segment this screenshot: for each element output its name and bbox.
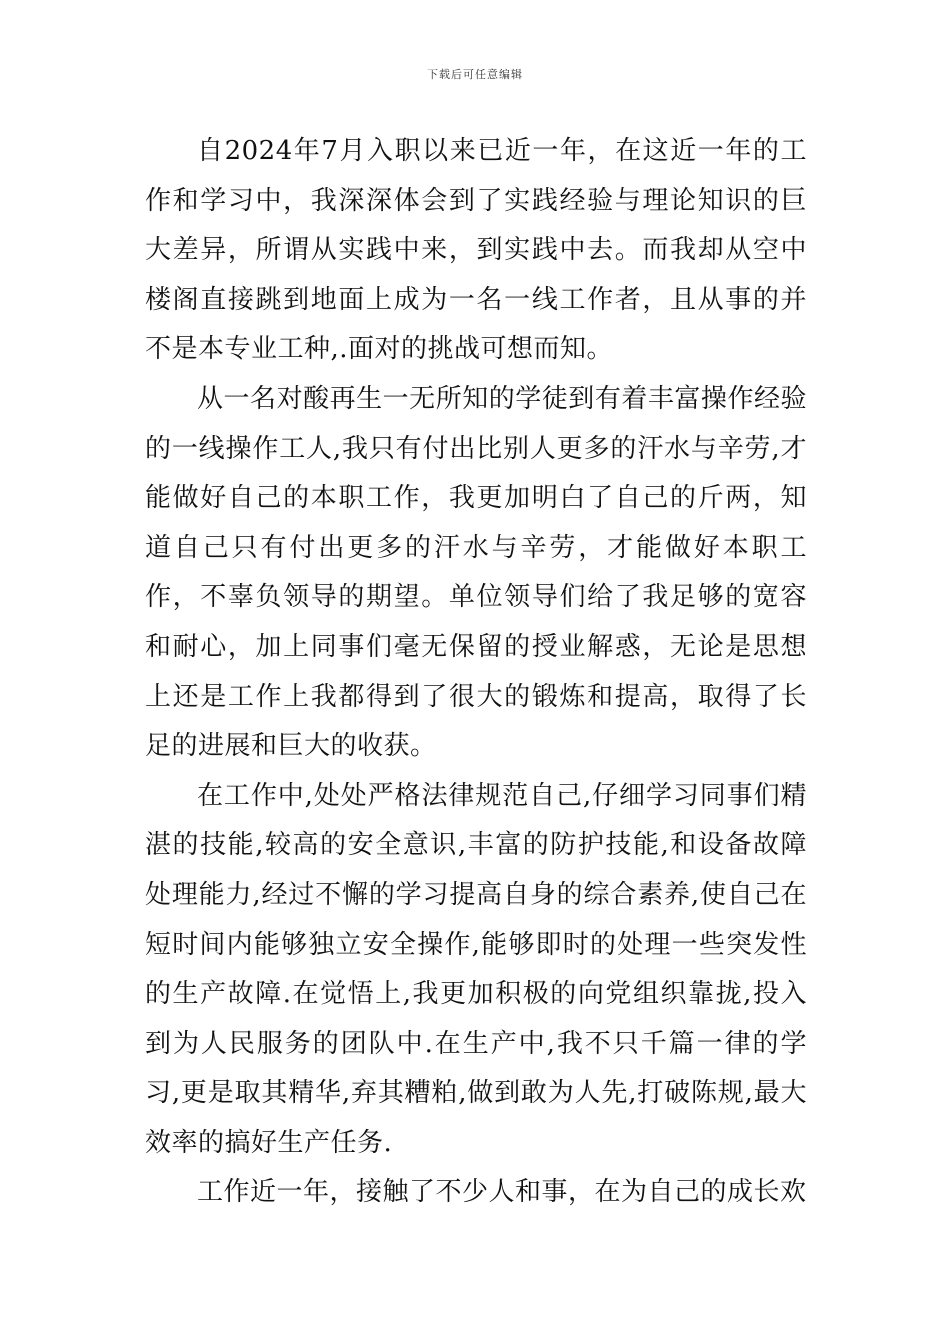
header-note: 下载后可任意编辑 xyxy=(427,68,523,81)
paragraph-2: 从一名对酸再生一无所知的学徒到有着丰富操作经验的一线操作工人,我只有付出比别人更多的汗水与辛劳,才能做好自己的本职工作，我更加明白了自己的斤两，知道自己只有付出更多的汗水与辛劳，才能做好本职工作，不辜负领导的期望。单位领导们给了我足够的宽容和耐心，加上同事们毫无保留的授业解惑，无论是思想上还是工作上我都得到了很大的锻炼和提高，取得了长足的进展和巨大的收获。 xyxy=(145,383,807,762)
document-body xyxy=(145,127,807,1218)
paragraph-1: 自2024年7月入职以来已近一年，在这近一年的工作和学习中，我深深体会到了实践经验与理论知识的巨大差异，所谓从实践中来，到实践中去。而我却从空中楼阁直接跳到地面上成为一名一线工作者，且从事的并不是本专业工种,.面对的挑战可想而知。 xyxy=(145,136,807,365)
paragraph-3: 在工作中,处处严格法律规范自己,仔细学习同事们精湛的技能,较高的安全意识,丰富的防护技能,和设备故障处理能力,经过不懈的学习提高自身的综合素养,使自己在短时间内能够独立安全操作,能够即时的处理一些突发性的生产故障.在觉悟上,我更加积极的向党组织靠拢,投入到为人民服务的团队中.在生产中,我不只千篇一律的学习,更是取其精华,弃其糟粕,做到敢为人先,打破陈规,最大效率的搞好生产任务. xyxy=(145,780,807,1158)
paragraph-4: 工作近一年，接触了不少人和事，在为自己的成长欢 xyxy=(197,1177,807,1208)
